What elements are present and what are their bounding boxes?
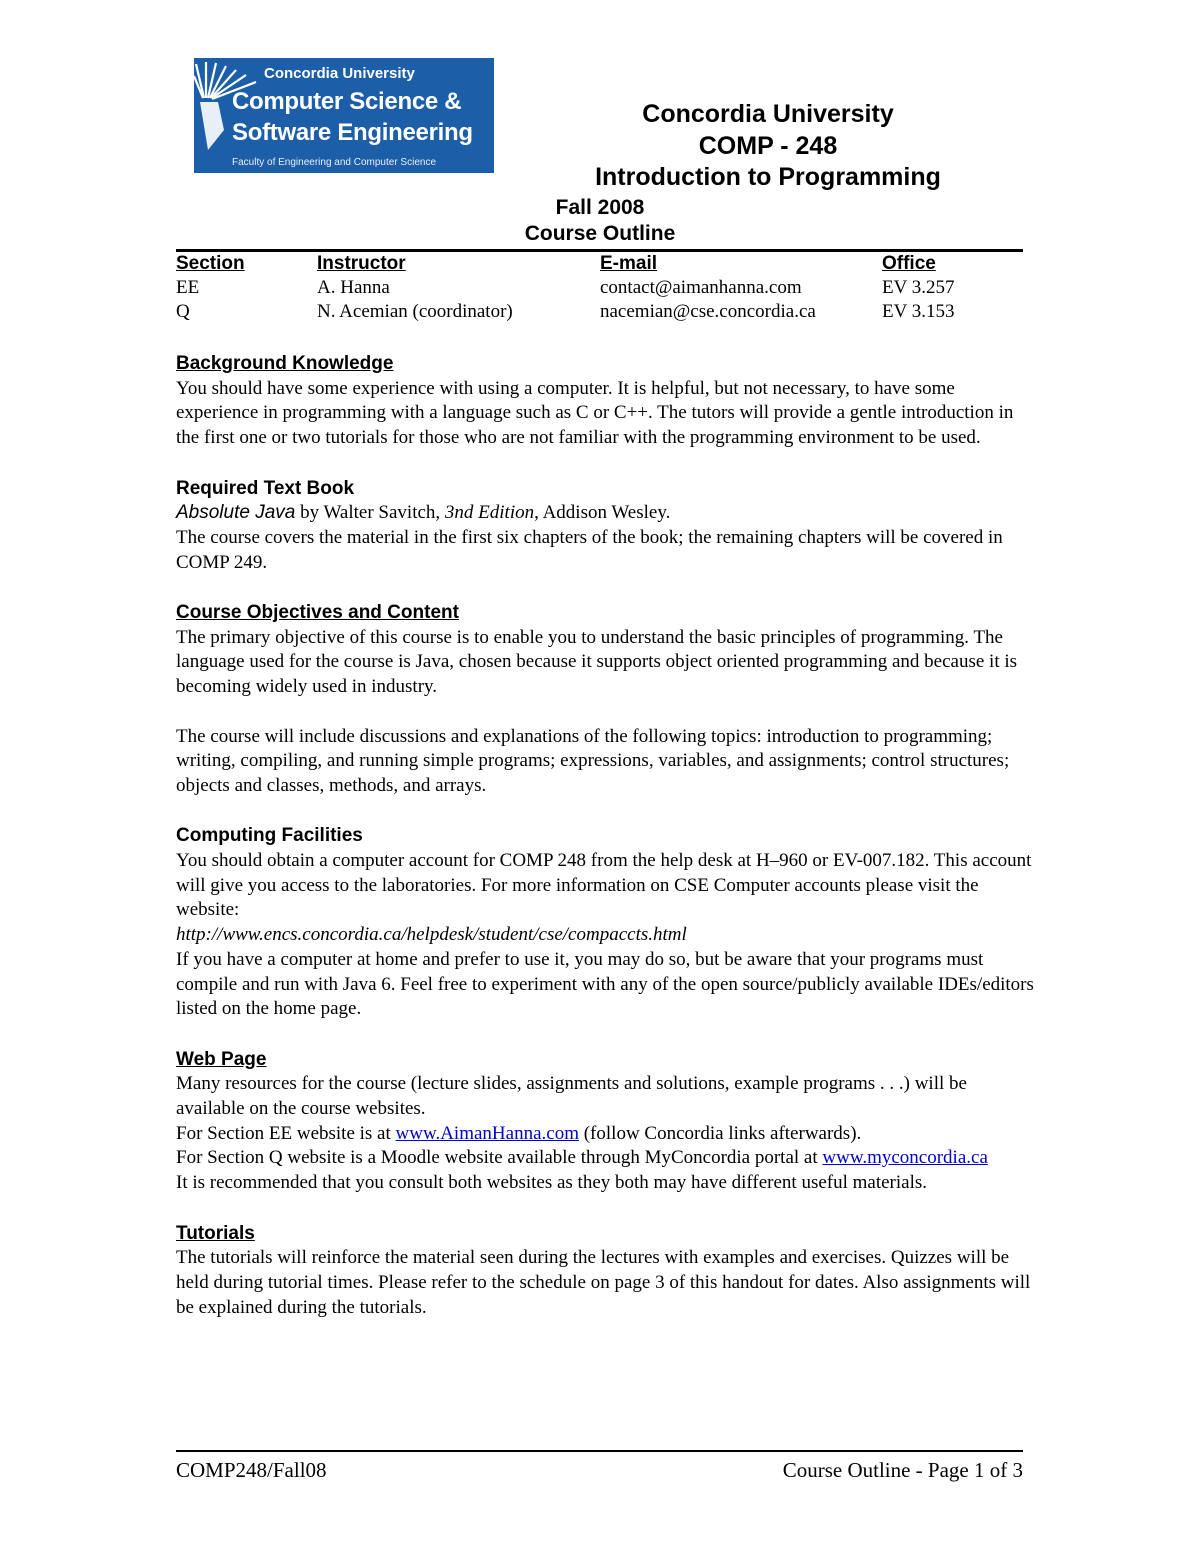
course-name: Introduction to Programming [595,163,941,191]
q-website-line [176,1146,1036,1171]
logo-faculty-text: Faculty of Engineering and Computer Science [232,157,437,168]
section-heading: Computing Facilities [176,825,363,847]
section-heading: Tutorials [176,1222,255,1244]
course-term: Fall 2008 [555,196,645,219]
table-header-row [176,253,1023,277]
logo-university-text: Concordia University [264,65,415,82]
paragraph: If you have a computer at home and prefer to use it, you may do so, but be aware that your programs must compile and run with Java 6. Feel free to experiment with any of the open source/publicly available IDEs/editors listed on the home page. [176,948,1034,1020]
textbook-citation [176,501,1036,526]
myconcordia-link[interactable]: www.myconcordia.ca [822,1147,988,1169]
paragraph: It is recommended that you consult both websites as they both may have different useful materials. [176,1172,928,1194]
aimanhanna-link[interactable]: www.AimanHanna.com [395,1122,579,1144]
accounts-url: http://www.encs.concordia.ca/helpdesk/student/cse/compaccts.html [176,924,687,946]
book-author: by Walter Savitch, [295,502,445,524]
document-body [176,351,1036,1320]
university-logo [194,58,494,173]
background-section [176,351,1036,451]
q-prefix: For Section Q website is a Moodle website available through MyConcordia portal at [176,1147,823,1169]
instructor-cell: A. Hanna [317,277,390,298]
textbook-section [176,476,1036,576]
section-heading: Background Knowledge [176,353,394,374]
paragraph: The primary objective of this course is to enable you to understand the basic principles of programming. The language used for the course is Java, chosen because it supports object oriented programming and because it is becoming widely used in industry. [176,626,1018,698]
section-cell: EE [176,277,200,298]
column-header: Section [176,253,245,274]
university-title: Concordia University [642,100,894,128]
column-header: Instructor [317,253,406,274]
table-row [176,277,1023,301]
section-cell: Q [176,301,190,322]
paragraph: The tutorials will reinforce the material seen during the lectures with examples and exercises. Quizzes will be held during tutorial times. Please refer to the schedule on page 3 of this handout for dates. Also assignments will be explained during the tutorials. [176,1247,1031,1318]
book-title: Absolute Java [176,502,296,524]
section-heading: Required Text Book [176,477,355,499]
paragraph: The course covers the material in the first six chapters of the book; the remaining chapters will be covered in COMP 249. [176,526,1003,573]
tutorials-section [176,1221,1036,1321]
instructor-cell: N. Acemian (coordinator) [317,301,513,322]
logo-dept-line2: Software Engineering [232,119,473,146]
instructor-table [176,253,1023,325]
document-title: Course Outline [524,222,676,245]
footer-course: COMP248/Fall08 [176,1458,327,1482]
book-edition: 3nd Edition [444,502,535,524]
book-publisher: , Addison Wesley. [534,502,671,524]
ee-website-line [176,1122,1036,1147]
email-cell: nacemian@cse.concordia.ca [600,301,816,322]
course-code: COMP - 248 [698,132,838,160]
section-heading: Course Objectives and Content [176,602,459,623]
ee-suffix: (follow Concordia links afterwards). [578,1122,862,1144]
computing-section [176,823,1036,1022]
paragraph: The course will include discussions and explanations of the following topics: introduction to programming; writing, compiling, and running simple programs; expressions, variables, and assignments; control structures; objects and classes, methods, and arrays. [176,725,1010,796]
footer-page-number: Course Outline - Page 1 of 3 [782,1458,1023,1482]
office-cell: EV 3.153 [882,301,955,322]
paragraph: Many resources for the course (lecture slides, assignments and solutions, example programs . . .) will be available on the course websites. [176,1073,967,1120]
logo-dept-line1: Computer Science & [232,88,462,115]
objectives-section [176,600,1036,799]
header-rule [176,249,1023,252]
section-heading: Web Page [176,1048,267,1070]
webpage-section [176,1047,1036,1196]
email-cell: contact@aimanhanna.com [600,277,802,298]
paragraph: You should have some experience with using a computer. It is helpful, but not necessary, to have some experience in programming with a language such as C or C++. The tutors will provide a gentle introduction in the first one or two tutorials for those who are not familiar with the programming environment to be used. [176,377,1014,449]
table-row [176,301,1023,325]
office-cell: EV 3.257 [882,277,955,298]
footer-rule [176,1450,1023,1452]
ee-prefix: For Section EE website is at [176,1122,396,1144]
paragraph: You should obtain a computer account for COMP 248 from the help desk at H–960 or EV-007.182. This account will give you access to the laboratories. For more information on CSE Computer accounts please visit the website: [176,850,1032,921]
column-header: Office [882,253,936,274]
column-header: E-mail [600,253,658,274]
